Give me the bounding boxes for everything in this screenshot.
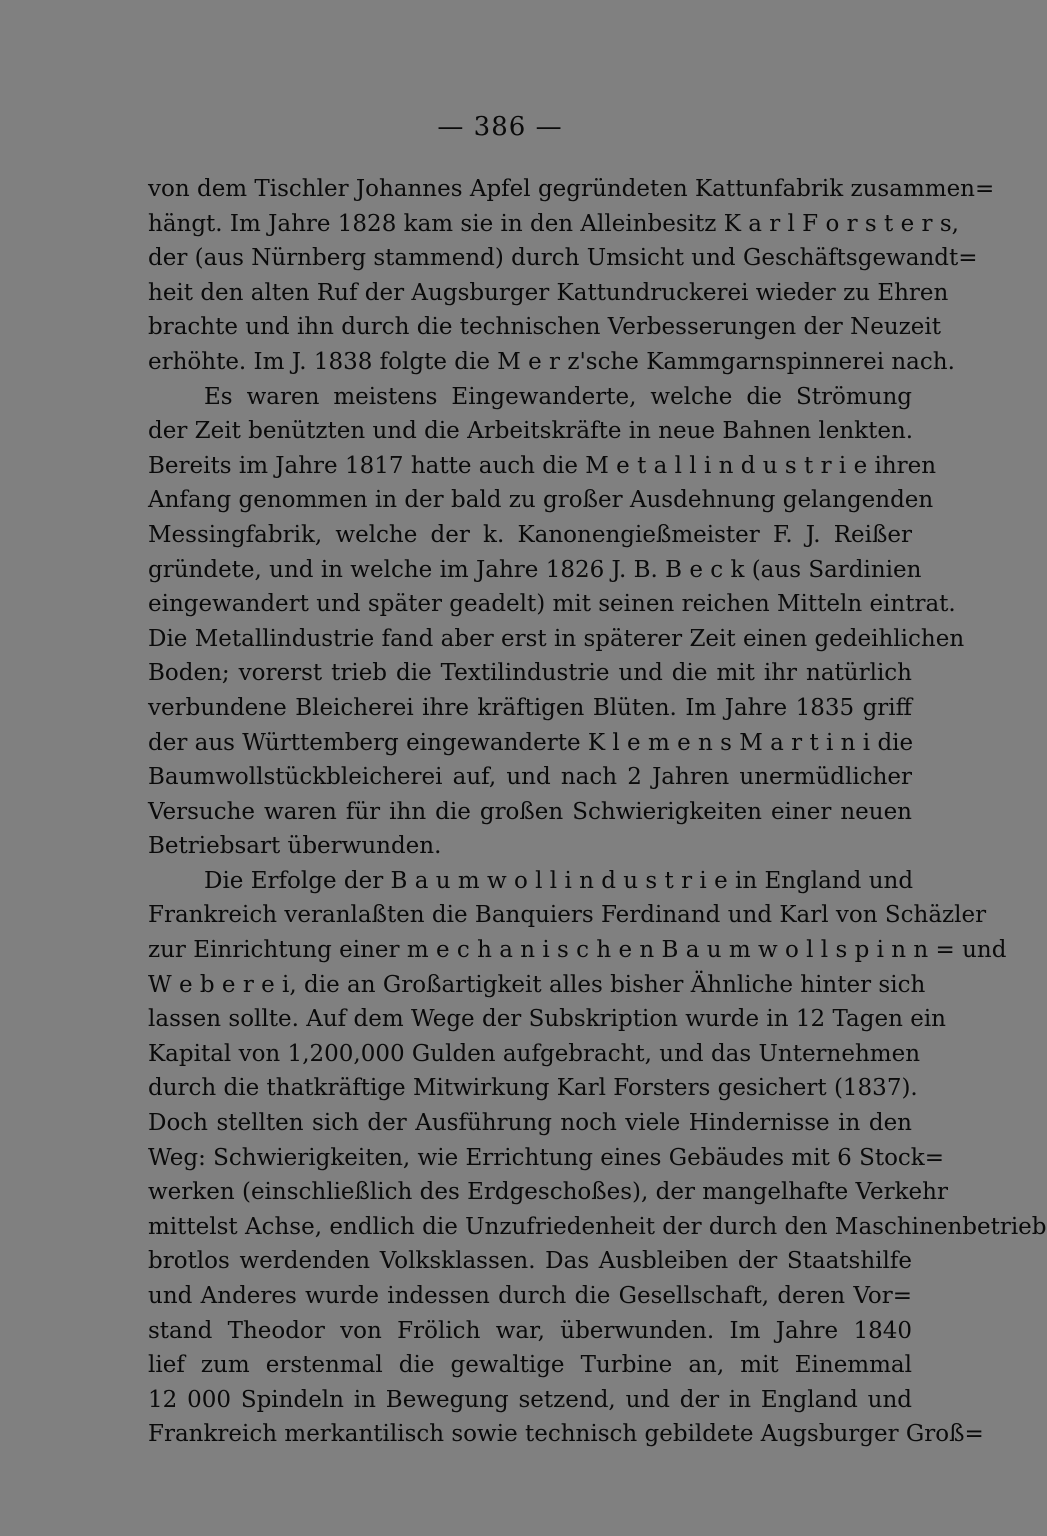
text-line: Es waren meistens Eingewanderte, welche die Strömung xyxy=(204,383,912,410)
text-line: der (aus Nürnberg stammend) durch Umsicht und Geschäftsgewandt= xyxy=(148,245,978,272)
text-line: der Zeit benützten und die Arbeitskräfte in neue Bahnen lenkten. xyxy=(148,418,914,445)
text-line: 12 000 Spindeln in Bewegung setzend, und der in England und xyxy=(148,1386,912,1413)
text-line: Weg: Schwierigkeiten, wie Errichtung eines Gebäudes mit 6 Stock= xyxy=(148,1144,945,1171)
text-line: Messingfabrik, welche der k. Kanonengießmeister F. J. Reißer xyxy=(148,521,912,548)
text-line: Die Erfolge der B a u m w o l l i n d u s t r i e in England und xyxy=(204,867,914,894)
text-line: zur Einrichtung einer m e c h a n i s c h e n B a u m w o l l s p i n n = und xyxy=(148,937,1007,964)
text-line: W e b e r e i, die an Großartigkeit alles bisher Ähnliche hinter sich xyxy=(148,971,926,998)
text-line: Frankreich veranlaßten die Banquiers Ferdinand und Karl von Schäzler xyxy=(148,902,987,929)
text-line: Boden; vorerst trieb die Textilindustrie und die mit ihr natürlich xyxy=(148,660,912,687)
text-line: Bereits im Jahre 1817 hatte auch die M e t a l l i n d u s t r i e ihren xyxy=(148,452,937,479)
text-line: werken (einschließlich des Erdgeschoßes), der mangelhafte Verkehr xyxy=(148,1179,948,1206)
text-line: verbundene Bleicherei ihre kräftigen Blüten. Im Jahre 1835 griff xyxy=(148,694,912,721)
text-line: brachte und ihn durch die technischen Verbesserungen der Neuzeit xyxy=(148,314,941,341)
text-line: und Anderes wurde indessen durch die Gesellschaft, deren Vor= xyxy=(148,1283,912,1309)
text-line: Betriebsart überwunden. xyxy=(148,833,442,860)
text-line: erhöhte. Im J. 1838 folgte die M e r z'sche Kammgarnspinnerei nach. xyxy=(148,348,955,375)
text-line: Kapital von 1,200,000 Gulden aufgebracht, und das Unternehmen xyxy=(148,1040,921,1067)
text-line: Doch stellten sich der Ausführung noch viele Hindernisse in den xyxy=(148,1110,912,1137)
text-line: Versuche waren für ihn die großen Schwierigkeiten einer neuen xyxy=(148,798,912,825)
text-line: hängt. Im Jahre 1828 kam sie in den Alleinbesitz K a r l F o r s t e r s, xyxy=(148,210,959,237)
text-line: gründete, und in welche im Jahre 1826 J. B. B e c k (aus Sardinien xyxy=(148,556,922,583)
text-line: heit den alten Ruf der Augsburger Kattundruckerei wieder zu Ehren xyxy=(148,279,949,306)
text-line: von dem Tischler Johannes Apfel gegründeten Kattunfabrik zusammen= xyxy=(148,176,995,202)
text-line: stand Theodor von Frölich war, überwunden. Im Jahre 1840 xyxy=(148,1317,912,1344)
body-text xyxy=(148,172,1047,1452)
page-number: — 386 — xyxy=(437,112,563,142)
text-line: lief zum erstenmal die gewaltige Turbine an, mit Einemmal xyxy=(148,1352,912,1379)
text-line: mittelst Achse, endlich die Unzufriedenheit der durch den Maschinenbetrieb xyxy=(148,1213,1047,1240)
text-line: eingewandert und später geadelt) mit seinen reichen Mitteln eintrat. xyxy=(148,591,956,618)
text-line: brotlos werdenden Volksklassen. Das Ausbleiben der Staatshilfe xyxy=(148,1248,912,1275)
text-line: durch die thatkräftige Mitwirkung Karl Forsters gesichert (1837). xyxy=(148,1075,918,1102)
text-line: der aus Württemberg eingewanderte K l e m e n s M a r t i n i die xyxy=(148,729,914,756)
text-line: Baumwollstückbleicherei auf, und nach 2 Jahren unermüdlicher xyxy=(148,764,912,791)
text-line: Anfang genommen in der bald zu großer Ausdehnung gelangenden xyxy=(148,487,934,514)
text-line: lassen sollte. Auf dem Wege der Subskription wurde in 12 Tagen ein xyxy=(148,1006,946,1033)
text-line: Frankreich merkantilisch sowie technisch gebildete Augsburger Groß= xyxy=(148,1421,984,1448)
text-line: Die Metallindustrie fand aber erst in späterer Zeit einen gedeihlichen xyxy=(148,625,965,652)
